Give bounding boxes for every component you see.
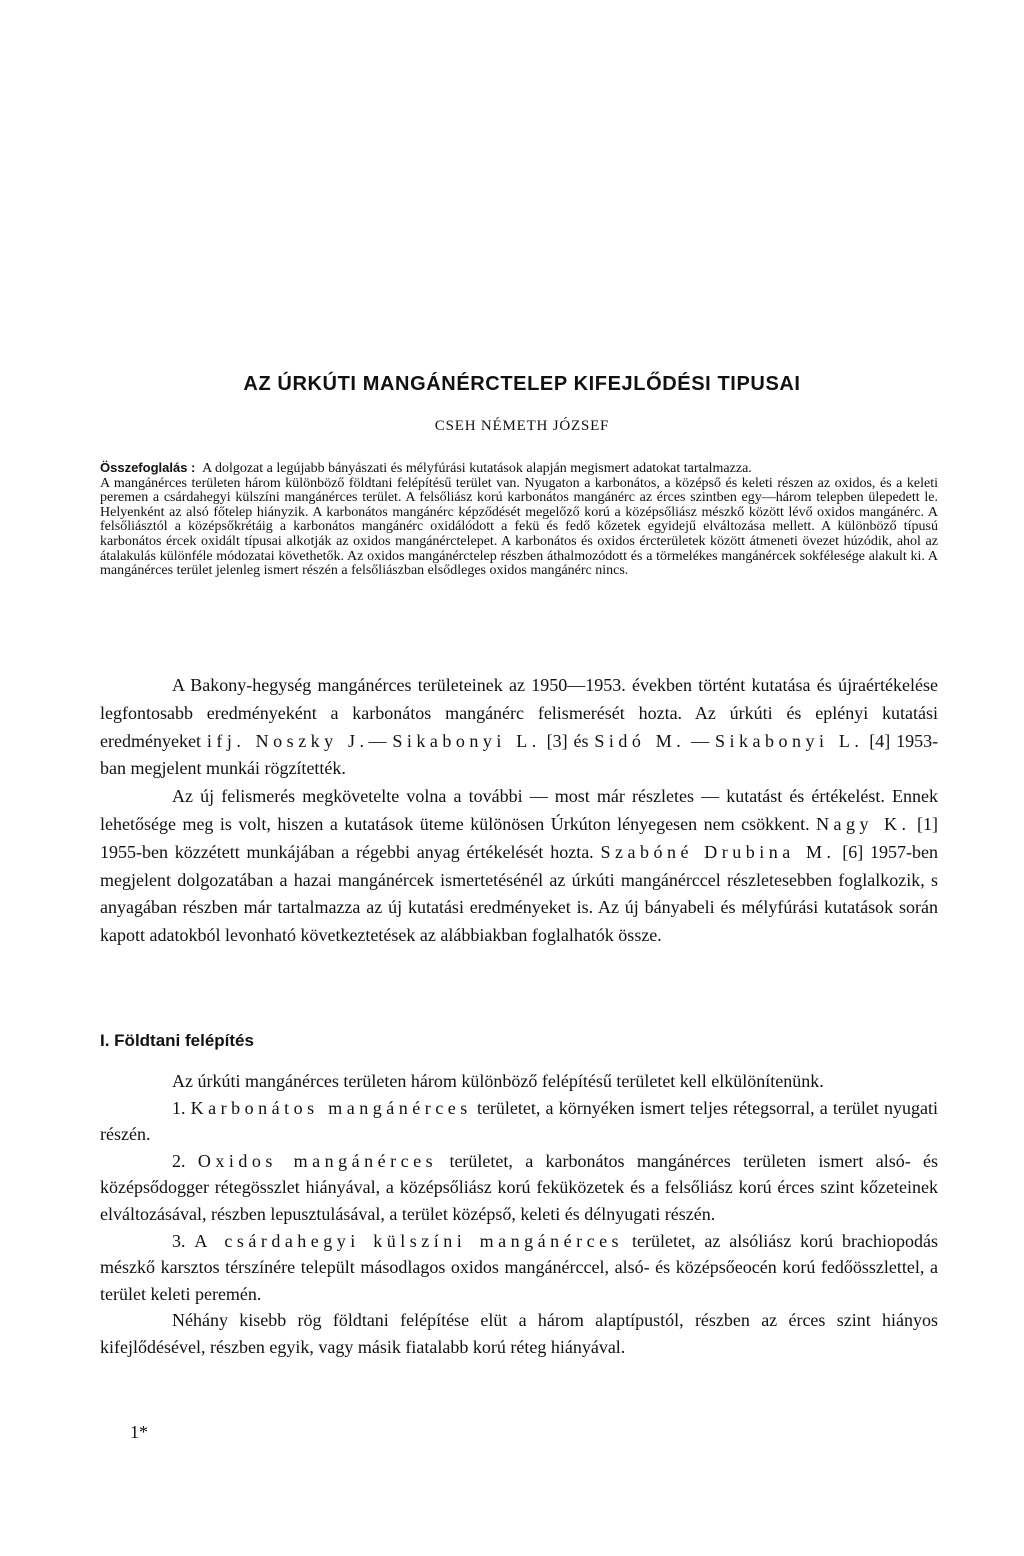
intro-p2-text-b: [1] 1955-ben közzétett munkájában a régebbi anyag értékelését hozta. [100,813,939,862]
author-ref-noszky: ifj. Noszky J. [206,730,369,751]
list-item-number: 3. [172,1230,186,1251]
intro-p1-dash-1: — [368,730,387,751]
author-name: CSEH NÉMETH JÓZSEF [434,418,610,434]
list-item-number: 2. [172,1150,186,1171]
list-item-text: területet, a karbonátos mangánérces területen ismert alsó- és középsődogger rétegösszlet hiányával, a középsőliász korú feküközetek és a felsőliász korú érces szint kőzeteinek elváltozásával, részben lepusztulásával, a terület középső, keleti és délnyugati részén. [100,1150,939,1224]
author-ref-sikabonyi-2: Sikabonyi L. [715,730,864,751]
list-item-term: A csárdahegyi külszíni mangánérces [194,1230,624,1251]
author-ref-sikabonyi-1: Sikabonyi L. [392,730,541,751]
section-1-body [100,1068,938,1361]
intro-section [100,672,938,950]
intro-paragraph-1 [100,672,938,783]
abstract-label: Összefoglalás : [100,460,196,475]
intro-p1-text-e: [4] 1953-ban megjelent munkái rögzítették. [100,730,939,779]
abstract [100,461,938,579]
abstract-text-1: A dolgozat a legújabb bányászati és mélyfúrási kutatások alapján megismert adatokat tartalmazza. [202,461,752,476]
intro-p1-dash-2: — [691,730,710,751]
list-item [100,1228,938,1308]
intro-p1-text-a: A Bakony-hegység mangánérces területeinek az 1950—1953. években történt kutatása és újraértékelése legfontosabb eredményeként a karbonátos mangánérc felismerését hozta. Az úrkúti és eplényi kutatási eredményeket [100,675,938,751]
list-item-number: 1. [172,1097,186,1118]
list-item [100,1148,938,1228]
list-item-term: Oxidos mangánérces [197,1150,438,1171]
list-item [100,1095,938,1148]
intro-p2-text-a: Az új felismerés megkövetelte volna a további — most már részletes — kutatást és értékelést. Ennek lehetősége meg is volt, hiszen a kutatások üteme különösen Úrkúton lényegesen nem csökkent. [100,786,938,834]
abstract-paragraph-2: A mangánérces területen három különböző földtani felépítésű terület van. Nyugaton a karbonátos, a középső és keleti részen az oxidos, és a keleti peremen a csárdahegyi külszíni mangánérces terület. A felsőliász korú karbonátos mangánérc az érces szintben egy—három telepben ülepedett le. Helyenként az alsó főtelep hiányzik. A karbonátos mangánérc képződését megelőző korú a középsőliász mészkő között lévő oxidos mangánérc. A felsőliásztól a középsőkrétáig a karbonátos mangánérc oxidálódott a fekü és fedő kőzetek egyidejű elváltozása mellett. A különböző típusú karbonátos ércek oxidált típusai alkotják az oxidos mangánérctelepet. A karbonátos és oxidos ércterületek között átmeneti övezet húzódik, ahol az átalakulás különféle módozatai követhetők. Az oxidos mangánérctelep részben áthalmozódott és a törmelékes mangánércek sokfélesége alakult ki. A mangánérces terület jelenleg ismert részén a felsőliászban elsődleges oxidos mangánérc nincs. [100,475,938,579]
section-heading: I. Földtani felépítés [100,1031,254,1050]
section-1-paragraph: Az úrkúti mangánérces területen három különböző felépítésű területet kell elkülönítenünk. [172,1071,824,1091]
list-item-text: területet, a környéken ismert teljes rétegsorral, a terület nyugati részén. [100,1097,939,1145]
intro-p1-text-c: [3] és [546,730,589,751]
abstract-paragraph-1 [100,461,938,477]
section-1-closing-paragraph: Néhány kisebb rög földtani felépítése elüt a három alaptípustól, részben az érces szint hiányos kifejlődésével, részben egyik, vagy másik fiatalabb korú réteg hiányával. [100,1310,938,1357]
intro-p2-text-c: [6] 1957-ben megjelent dolgozatában a hazai mangánércek ismertetésénél az úrkúti mangánérccel részletesebben foglalkozik, s anyagában részben már tartalmazza az új kutatási eredményeket is. Az új bányabeli és mélyfúrási kutatások során kapott adatokból levonható következtetések az alábbiakban foglalhatók össze. [100,841,939,946]
list-item-text: területet, az alsóliász korú brachiopodás mészkő karsztos térszínére települt másodlagos oxidos mangánérccel, alsó- és középsőeocén korú fedőösszlettel, a terület keleti peremén. [100,1230,939,1304]
author-ref-sido: Sidó M. [594,730,686,751]
list-item-term: Karbonátos mangánérces [190,1097,472,1118]
article-title: AZ ÚRKÚTI MANGÁNÉRCTELEP KIFEJLŐDÉSI TIPUSAI [243,373,801,395]
intro-paragraph-2 [100,783,938,950]
page-number: 1* [130,1422,148,1442]
author-ref-nagy: Nagy K. [816,813,911,834]
author-ref-szabone: Szabóné Drubina M. [600,841,836,862]
